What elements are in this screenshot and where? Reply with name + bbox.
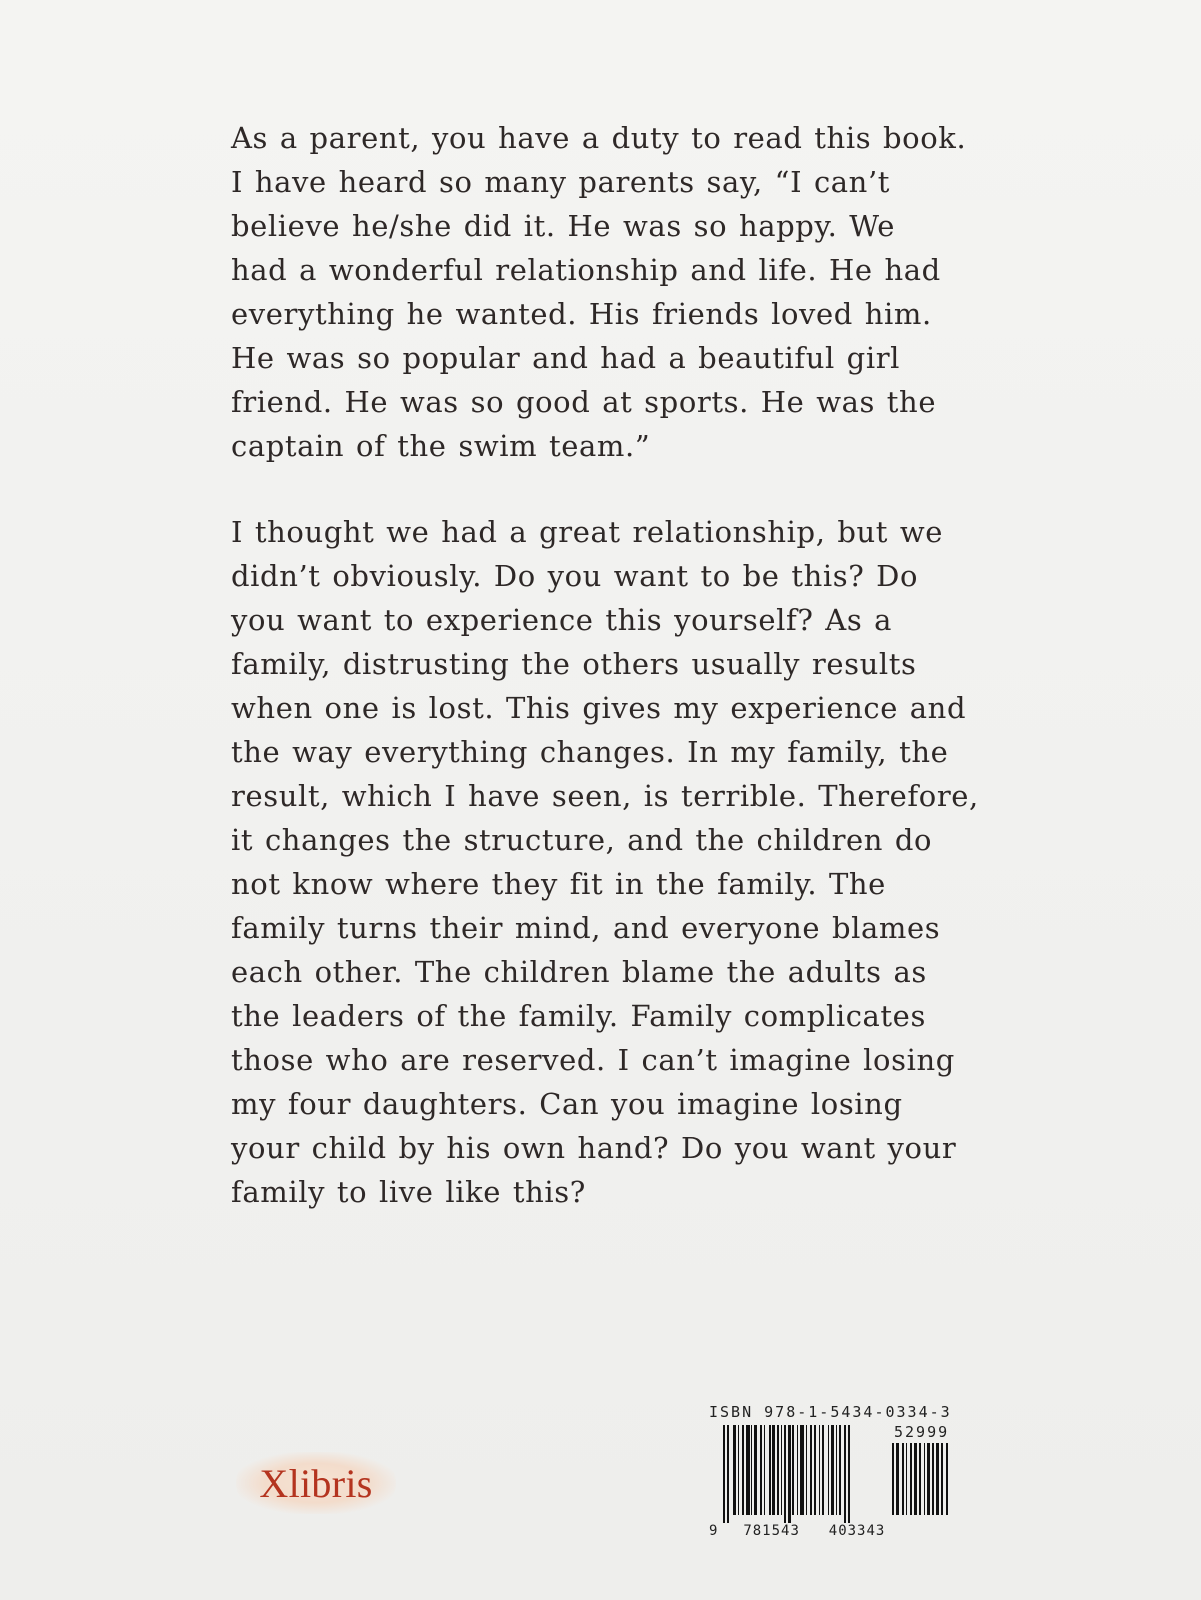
- blurb-line: friend. He was so good at sports. He was the: [231, 385, 937, 419]
- blurb-line: I have heard so many parents say, “I can’t: [231, 165, 891, 199]
- barcode-bar: [941, 1443, 943, 1515]
- barcode-bar: [733, 1425, 736, 1515]
- barcode-bar: [772, 1425, 775, 1515]
- blurb-line: family, distrusting the others usually results: [231, 647, 917, 681]
- barcode-bar: [760, 1425, 762, 1515]
- barcode-bar: [723, 1425, 725, 1523]
- blurb-line: the way everything changes. In my family, the: [231, 735, 949, 769]
- barcode-bar: [902, 1443, 904, 1515]
- barcode-bar: [914, 1443, 917, 1515]
- blurb-line: result, which I have seen, is terrible. Therefore,: [231, 779, 979, 813]
- publisher-logo: [236, 1452, 396, 1514]
- blurb-line: it changes the structure, and the children do: [231, 823, 933, 857]
- barcode-bar: [892, 1443, 894, 1515]
- blurb-paragraph-1: [231, 116, 967, 468]
- barcode-bar: [788, 1425, 791, 1523]
- blurb-line: had a wonderful relationship and life. He had: [231, 253, 941, 287]
- barcode-bar: [764, 1425, 765, 1515]
- blurb-line: captain of the swim team.”: [231, 429, 651, 463]
- barcode-bar: [727, 1425, 729, 1523]
- barcode-bar: [738, 1425, 739, 1515]
- blurb-line: didn’t obviously. Do you want to be this? Do: [231, 559, 919, 593]
- blurb-line: each other. The children blame the adults as: [231, 955, 927, 989]
- barcode-bar: [924, 1443, 925, 1515]
- ean-digit-left: 9: [709, 1523, 719, 1539]
- ean-digits-middle: 781543: [743, 1523, 800, 1539]
- blurb-line: As a parent, you have a duty to read this book.: [231, 121, 967, 155]
- barcode-bar: [819, 1425, 820, 1515]
- blurb-line: believe he/she did it. He was so happy. We: [231, 209, 896, 243]
- barcode-bar: [906, 1443, 907, 1515]
- blurb-line: the leaders of the family. Family complicates: [231, 999, 926, 1033]
- blurb-line: family to live like this?: [231, 1175, 586, 1209]
- barcode-bar: [800, 1425, 804, 1515]
- barcode-bar: [746, 1425, 750, 1515]
- barcode-bar: [814, 1425, 816, 1515]
- barcode-bar: [919, 1443, 921, 1515]
- barcode-bar: [831, 1425, 834, 1515]
- barcode-bar: [927, 1443, 930, 1515]
- barcode-bar: [839, 1425, 841, 1515]
- blurb-line: everything he wanted. His friends loved him.: [231, 297, 932, 331]
- barcode-bar: [769, 1425, 771, 1515]
- barcode-bar: [896, 1443, 899, 1515]
- barcode-bar: [754, 1425, 757, 1515]
- barcode-bar: [751, 1425, 752, 1515]
- barcode-bar: [806, 1425, 807, 1515]
- barcode-bar: [742, 1425, 744, 1515]
- barcode-bar: [946, 1443, 948, 1515]
- ean-digits-right: 403343: [828, 1523, 886, 1539]
- isbn-label: ISBN 978-1-5434-0334-3: [709, 1403, 952, 1421]
- blurb-line: you want to experience this yourself? As a: [231, 603, 893, 637]
- barcode-bar: [932, 1443, 934, 1515]
- barcode-bar: [777, 1425, 779, 1515]
- barcode-bar: [792, 1425, 794, 1515]
- blurb-line: when one is lost. This gives my experience and: [231, 691, 967, 725]
- barcode-bar: [810, 1425, 812, 1515]
- barcode-bar: [936, 1443, 939, 1515]
- ean-digits: [709, 1523, 885, 1539]
- ean-barcode-bars: [723, 1425, 881, 1523]
- addon-barcode-bars: [892, 1443, 970, 1523]
- barcode-bar: [910, 1443, 912, 1515]
- barcode-bar: [781, 1425, 782, 1515]
- blurb-line: your child by his own hand? Do you want your: [231, 1131, 957, 1165]
- barcode-bar: [784, 1425, 786, 1523]
- barcode-bar: [836, 1425, 837, 1515]
- barcode-bar: [844, 1425, 846, 1523]
- publisher-logo-text: Xlibris: [259, 1460, 373, 1506]
- barcode-bar: [848, 1425, 850, 1523]
- blurb-line: not know where they fit in the family. The: [231, 867, 886, 901]
- blurb-paragraph-2: [231, 510, 979, 1214]
- blurb-line: family turns their mind, and everyone blames: [231, 911, 941, 945]
- blurb-line: those who are reserved. I can’t imagine losing: [231, 1043, 955, 1077]
- isbn-barcode: [709, 1403, 969, 1543]
- blurb-line: my four daughters. Can you imagine losing: [231, 1087, 903, 1121]
- barcode-bar: [822, 1425, 824, 1515]
- cover-blurb: [231, 116, 979, 1214]
- barcode-bar: [797, 1425, 798, 1515]
- blurb-line: He was so popular and had a beautiful girl: [231, 341, 901, 375]
- barcode-bar: [828, 1425, 829, 1515]
- price-code: 52999: [894, 1423, 950, 1441]
- blurb-line: I thought we had a great relationship, but we: [231, 515, 944, 549]
